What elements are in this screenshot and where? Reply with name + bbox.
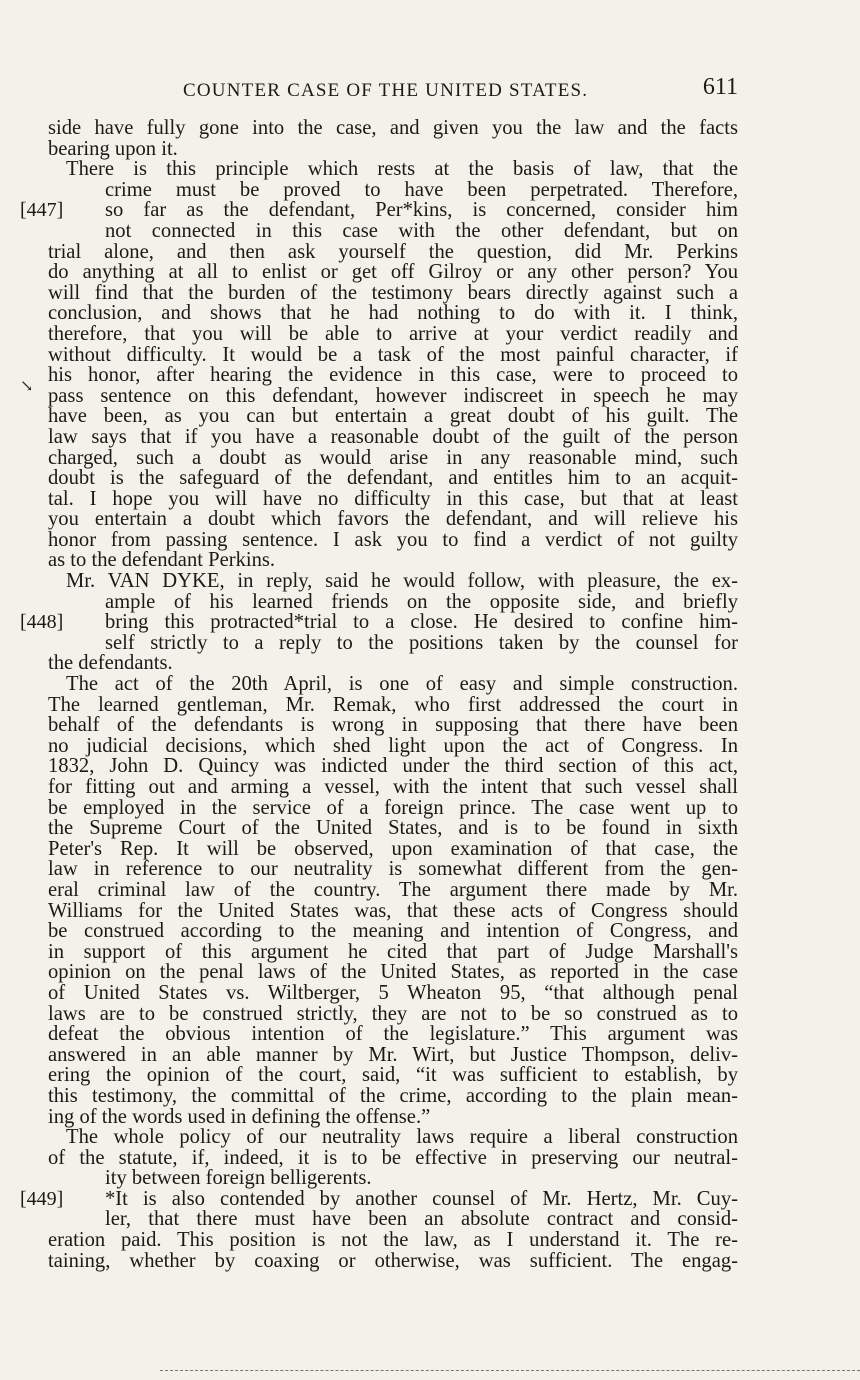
- text-line: [48, 880, 738, 901]
- line-text: The act of the 20th April, is one of easy and simple construction.: [66, 673, 738, 696]
- line-text: of United States vs. Wiltberger, 5 Wheaton 95, “that although penal: [48, 981, 738, 1004]
- star-page-marker: [447]: [20, 199, 64, 222]
- star-page-marker: [448]: [20, 611, 64, 634]
- text-line: [48, 468, 738, 489]
- text-line: [48, 859, 738, 880]
- text-line: [48, 942, 738, 963]
- line-text: as to the defendant Perkins.: [48, 549, 276, 572]
- text-line: [48, 901, 738, 922]
- line-text: defeat the obvious intention of the legislature.” This argument was: [48, 1023, 738, 1046]
- text-line: [48, 303, 738, 324]
- line-text: do anything at all to enlist or get off Gilroy or any other person? You: [48, 261, 738, 284]
- text-line: [48, 448, 738, 469]
- line-text: ing of the words used in defining the offense.”: [48, 1105, 431, 1128]
- text-line: [48, 818, 738, 839]
- text-line: [48, 324, 738, 345]
- text-line: [48, 571, 738, 592]
- text-line: [48, 509, 738, 530]
- text-line: [48, 1004, 738, 1025]
- text-line: [48, 550, 738, 571]
- line-text: self strictly to a reply to the positions taken by the counsel for: [105, 631, 738, 654]
- text-line: [48, 262, 738, 283]
- line-text: side have fully gone into the case, and given you the law and the facts: [48, 117, 738, 139]
- line-text: you entertain a doubt which favors the defendant, and will relieve his: [48, 508, 738, 531]
- line-text: behalf of the defendants is wrong in supposing that there have been: [48, 714, 738, 737]
- text-line: [48, 406, 738, 427]
- line-text: *It is also contended by another counsel of Mr. Hertz, Mr. Cuy-: [105, 1187, 738, 1210]
- star-page-marker: [449]: [20, 1187, 64, 1210]
- line-text: Mr. VAN DYKE, in reply, said he would follow, with pleasure, the ex-: [66, 570, 738, 593]
- text-line: [48, 1065, 738, 1086]
- line-text: ering the opinion of the court, said, “it was sufficient to establish, by: [48, 1064, 738, 1087]
- text-line: [48, 1230, 738, 1251]
- line-text: ler, that there must have been an absolute contract and consid-: [105, 1208, 738, 1231]
- line-text: no judicial decisions, which shed light upon the act of Congress. In: [48, 734, 738, 757]
- line-text: 1832, John D. Quincy was indicted under the third section of this act,: [48, 755, 738, 778]
- text-line: [48, 1168, 738, 1189]
- text-line: [20, 199, 738, 222]
- line-text: pass sentence on this defendant, however indiscreet in speech he may: [48, 384, 738, 407]
- line-text: doubt is the safeguard of the defendant, and entitles him to an acquit-: [48, 467, 738, 490]
- text-line: [48, 756, 738, 777]
- text-line: [48, 345, 738, 366]
- line-text: conclusion, and shows that he had nothing to do with it. I think,: [48, 302, 738, 325]
- text-line: [48, 695, 738, 716]
- text-line: [48, 983, 738, 1004]
- text-line: [48, 777, 738, 798]
- line-text: trial alone, and then ask yourself the question, did Mr. Perkins: [48, 240, 738, 263]
- text-line: [20, 611, 738, 634]
- text-line: [48, 139, 738, 160]
- line-text: be employed in the service of a foreign prince. The case went up to: [48, 796, 738, 819]
- text-line: [48, 386, 738, 407]
- line-text: opinion on the penal laws of the United States, as reported in the case: [48, 961, 738, 984]
- text-line: [48, 1251, 738, 1272]
- text-line: [48, 1086, 738, 1107]
- line-text: his honor, after hearing the evidence in this case, were to proceed to: [48, 364, 738, 387]
- text-line: [48, 1148, 738, 1169]
- line-text: honor from passing sentence. I ask you to find a verdict of not guilty: [48, 528, 738, 551]
- text-line: [48, 1024, 738, 1045]
- line-text: Williams for the United States was, that these acts of Congress should: [48, 899, 738, 922]
- line-text: law says that if you have a reasonable doubt of the guilt of the person: [48, 425, 738, 448]
- line-text: answered in an able manner by Mr. Wirt, but Justice Thompson, deliv-: [48, 1043, 738, 1066]
- line-text: tal. I hope you will have no difficulty in this case, but that at least: [48, 487, 738, 510]
- text-line: [48, 715, 738, 736]
- line-text: ample of his learned friends on the opposite side, and briefly: [105, 590, 738, 613]
- body-text: [20, 117, 738, 1272]
- text-line: [48, 180, 738, 201]
- text-line: [48, 633, 738, 654]
- page-header: [48, 74, 738, 106]
- text-line: [48, 159, 738, 180]
- line-text: bearing upon it.: [48, 137, 178, 160]
- text-line: [48, 530, 738, 551]
- text-line: [48, 221, 738, 242]
- line-text: bring this protracted*trial to a close. He desired to confine him-: [105, 611, 738, 634]
- line-text: of the statute, if, indeed, it is to be effective in preserving our neutral-: [48, 1146, 738, 1169]
- line-text: Peter's Rep. It will be observed, upon examination of that case, the: [48, 837, 738, 860]
- bottom-rule: [160, 1370, 860, 1372]
- line-text: laws are to be construed strictly, they are not to be so construed as to: [48, 1002, 738, 1025]
- line-text: law in reference to our neutrality is somewhat different from the gen-: [48, 858, 738, 881]
- line-text: ity between foreign belligerents.: [105, 1167, 372, 1190]
- text-line: [48, 1107, 738, 1128]
- line-text: have been, as you can but entertain a great doubt of his guilt. The: [48, 405, 738, 428]
- line-text: eration paid. This position is not the law, as I understand it. The re-: [48, 1229, 738, 1252]
- text-line: [48, 674, 738, 695]
- line-text: The whole policy of our neutrality laws require a liberal construction: [66, 1126, 738, 1149]
- text-line: [20, 1187, 738, 1210]
- page-number: 611: [702, 74, 738, 100]
- line-text: taining, whether by coaxing or otherwise, was sufficient. The engag-: [48, 1249, 738, 1272]
- line-text: the defendants.: [48, 652, 173, 675]
- text-line: [48, 962, 738, 983]
- text-line: [48, 283, 738, 304]
- line-text: without difficulty. It would be a task of the most painful character, if: [48, 343, 738, 366]
- text-line: [48, 242, 738, 263]
- line-text: The learned gentleman, Mr. Remak, who first addressed the court in: [48, 693, 738, 716]
- text-line: [48, 118, 738, 139]
- text-line: [48, 489, 738, 510]
- line-text: crime must be proved to have been perpetrated. Therefore,: [105, 178, 738, 201]
- text-line: [48, 921, 738, 942]
- text-line: [48, 592, 738, 613]
- text-line: [48, 1045, 738, 1066]
- text-line: [48, 427, 738, 448]
- stray-mark: ↘: [20, 378, 34, 395]
- line-text: in support of this argument he cited that part of Judge Marshall's: [48, 940, 738, 963]
- text-line: [48, 798, 738, 819]
- text-line: [48, 1127, 738, 1148]
- line-text: therefore, that you will be able to arrive at your verdict readily and: [48, 322, 738, 345]
- running-title: COUNTER CASE OF THE UNITED STATES.: [183, 80, 589, 101]
- line-text: eral criminal law of the country. The argument there made by Mr.: [48, 878, 738, 901]
- text-line: [48, 736, 738, 757]
- text-line: [48, 1209, 738, 1230]
- line-text: so far as the defendant, Per*kins, is concerned, consider him: [105, 199, 738, 222]
- text-line: [48, 653, 738, 674]
- line-text: this testimony, the committal of the crime, according to the plain mean-: [48, 1084, 738, 1107]
- line-text: the Supreme Court of the United States, and is to be found in sixth: [48, 817, 738, 840]
- line-text: will find that the burden of the testimony bears directly against such a: [48, 281, 738, 304]
- line-text: for fitting out and arming a vessel, with the intent that such vessel shall: [48, 776, 738, 798]
- line-text: charged, such a doubt as would arise in any reasonable mind, such: [48, 446, 738, 469]
- line-text: There is this principle which rests at the basis of law, that the: [66, 158, 738, 181]
- text-line: [48, 365, 738, 386]
- line-text: not connected in this case with the other defendant, but on: [105, 219, 738, 242]
- line-text: be construed according to the meaning and intention of Congress, and: [48, 920, 738, 943]
- text-line: [48, 839, 738, 860]
